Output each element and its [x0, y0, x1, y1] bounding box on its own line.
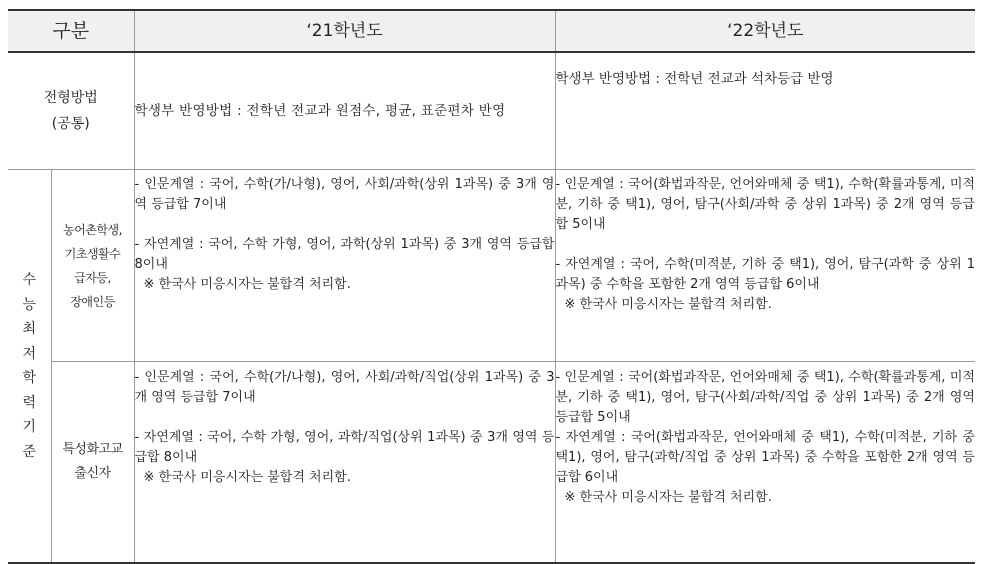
method-2021-cell [134, 52, 555, 170]
group-a-2021-natural: - 자연계열 : 국어, 수학 가형, 영어, 과학(상위 1과목) 중 3개 영역 등급합 8이내 [134, 237, 555, 272]
group-b-2022-natural: - 자연계열 : 국어(화법과작문, 언어와매체 중 택1), 수학(미적분, 기하 중 택1), 영어, 탐구(과학/직업 중 상위 1과목) 중 수학을 포함한 2개 영역 등급합 6이내 [555, 430, 975, 485]
group-b-2021-humanities: - 인문계열 : 국어, 수학(가/나형), 영어, 사회/과학/직업(상위 1과목) 중 3개 영역 등급합 7이내 [134, 370, 555, 405]
group-a-2022-note: ※ 한국사 미응시자는 불합격 처리함. [564, 297, 772, 312]
method-row [8, 52, 975, 170]
group-a-2022-humanities: - 인문계열 : 국어(화법과작문, 언어와매체 중 택1), 수학(확률과통계, 미적분, 기하 중 택1), 영어, 탐구(사회/과학 중 상위 1과목) 중 2개 영역 등급합 5이내 [555, 177, 975, 232]
group-b-label-line: 특성화고교 [62, 442, 123, 457]
admission-criteria-table [8, 9, 975, 564]
group-b-2021-cell [134, 362, 555, 564]
csat-label-char: 력 [22, 394, 37, 411]
method-label [8, 52, 134, 170]
group-b-2022-humanities: - 인문계열 : 국어(화법과작문, 언어와매체 중 택1), 수학(확률과통계, 미적분, 기하 중 택1), 영어, 탐구(사회/과학/직업 중 상위 1과목) 중 2개 영역 등급합 5이내 [555, 370, 975, 425]
group-a-2021-humanities: - 인문계열 : 국어, 수학(가/나형), 영어, 사회/과학(상위 1과목) 중 3개 영역 등급합 7이내 [134, 177, 555, 212]
group-a-2022-natural: - 자연계열 : 국어, 수학(미적분, 기하 중 택1), 영어, 탐구(과학 중 상위 1과목) 중 수학을 포함한 2개 영역 등급합 6이내 [555, 257, 975, 292]
group-a-label-line: 장애인등 [70, 294, 115, 309]
csat-label-char: 수 [22, 272, 37, 288]
group-a-2022-cell [555, 170, 975, 362]
csat-label-char: 능 [22, 296, 37, 313]
header-category: 구분 [8, 10, 134, 52]
group-a-label-line: 농어촌학생, [63, 222, 122, 237]
csat-label-char: 기 [22, 419, 37, 435]
group-b-label-line: 출신자 [74, 466, 111, 481]
group-a-label-line: 기초생활수 [64, 246, 121, 261]
method-label-line2: (공통) [51, 116, 90, 132]
header-year-2022: ‘22학년도 [555, 10, 975, 52]
csat-group-b-row [8, 362, 975, 564]
group-b-2021-note: ※ 한국사 미응시자는 불합격 처리함. [143, 470, 351, 485]
header-year-2021: ‘21학년도 [134, 10, 555, 52]
group-b-2022-cell [555, 362, 975, 564]
group-a-label-line: 급자등, [74, 270, 111, 285]
method-2022-cell [555, 52, 975, 170]
group-a-2021-note: ※ 한국사 미응시자는 불합격 처리함. [143, 277, 351, 292]
csat-label-char: 학 [22, 370, 37, 386]
group-b-2021-natural: - 자연계열 : 국어, 수학 가형, 영어, 과학/직업(상위 1과목) 중 3개 영역 등급합 8이내 [134, 430, 555, 465]
method-2022-text: 학생부 반영방법 : 전학년 전교과 석차등급 반영 [555, 71, 834, 87]
csat-label-char: 저 [22, 345, 37, 362]
header-row [8, 10, 975, 52]
group-b-label [51, 362, 134, 564]
method-label-line1: 전형방법 [43, 90, 98, 106]
csat-label-char: 준 [22, 443, 37, 460]
group-b-2022-note: ※ 한국사 미응시자는 불합격 처리함. [564, 490, 772, 505]
csat-vertical-label [8, 170, 51, 564]
group-a-label [51, 170, 134, 362]
csat-group-a-row [8, 170, 975, 362]
method-2021-text: 학생부 반영방법 : 전학년 전교과 원점수, 평균, 표준편차 반영 [134, 103, 506, 119]
group-a-2021-cell [134, 170, 555, 362]
csat-label-char: 최 [22, 321, 37, 337]
